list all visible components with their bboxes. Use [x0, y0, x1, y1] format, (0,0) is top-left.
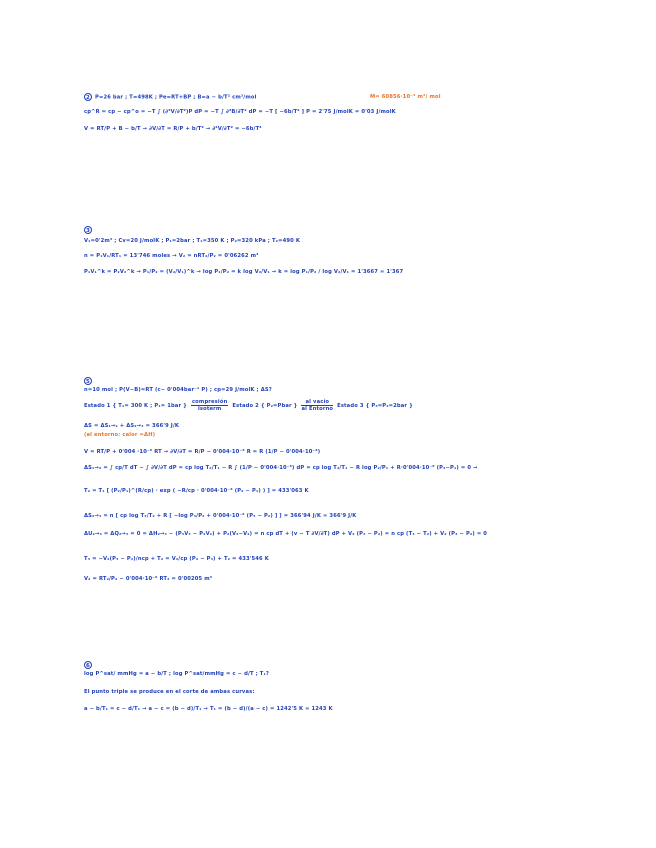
problem-2-annotation: M= 60856·10⁻³ m³/ mol: [370, 94, 441, 100]
problem-5-states: [84, 399, 413, 412]
problem-5-v-line: V = RT/P + 0'004 ·10⁻⁶ RT → ∂V/∂T = R/P − 0'004·10⁻⁶ R = R (1/P − 0'004·10⁻⁶): [84, 449, 321, 455]
problem-6-line-3: a − b/T₁ = c − d/T₁ → a − c = (b − d)/T₁ → T₁ = (b − d)/(a − c) = 1242'5 K ≈ 1243 K: [84, 706, 333, 712]
problem-5-line-1: n=10 mol ; P(V−B)=RT (c− 0'004bar⁻¹ P) ; cp=29 J/molK ; ΔS?: [84, 387, 272, 393]
problem-5-v2-line: V₂ = RT₂/P₂ − 0'004·10⁻⁶ RT₂ = 0'00205 m³: [84, 576, 213, 582]
problem-6-number: 6: [84, 661, 92, 669]
problem-6-line-1: log P^sat/ mmHg = a − b/T ; log P^sat/mmHg = c − d/T ; T₁?: [84, 671, 270, 677]
problem-5-ds12-line: ΔS₁→₂ = ∫ cp/T dT − ∫ ∂V/∂T dP = cp log T₂/T₁ − R ∫ (1/P − 0'004·10⁻⁶) dP = cp log T₂/T₁ − R log P₂/P₁ + R·0'004·10⁻⁶ (P₂−P₁) = 0 →: [84, 465, 478, 471]
problem-5-t3-line: T₃ = −V₂(P₃ − P₂)/ncp + T₂ = V₂/cp (P₂ − P₃) + T₂ = 433'546 K: [84, 556, 269, 562]
process-2-arrow: $\frac{\text{al vacío}}{\text{al Entorno}}$: [301, 399, 334, 412]
problem-2-line-3: V = RT/P + B − b/T → ∂V/∂T = R/P + b/T² → ∂²V/∂T² = −6b/T⁴: [84, 126, 262, 132]
problem-2-number: 2: [84, 93, 92, 101]
problem-3-number-line: [84, 226, 95, 235]
state-2: Estado 2 { P₂=Pbar }: [232, 403, 298, 409]
problem-5-number: 5: [84, 377, 92, 385]
problem-5-ds-note: (al entorno: calor =ΔH): [84, 432, 156, 438]
process-1-arrow: $\frac{\text{compresión}}{\text{isoterm}}$: [191, 399, 228, 412]
state-3: Estado 3 { P₃=P₂=2bar }: [337, 403, 413, 409]
problem-5-ds-line: ΔS = ΔS₁→₂ + ΔS₂→₃ = 366'9 J/K: [84, 423, 180, 429]
problem-2-line-2: cp^R = cp − cp^o = −T ∫ (∂²V/∂T²)P dP = −T ∫ ∂²B/∂T² dP = −T [ −6b/T⁴ ] P = 2'75 J/molK = 0'03 J/molK: [84, 109, 396, 115]
problem-5-ds23-line: ΔS₂→₃ = n [ cp log T₃/T₂ + R [ −log P₃/P₂ + 0'004·10⁻⁶ (P₃ − P₂) ] ] = 366'94 J/K ≈ 366'9 J/K: [84, 513, 357, 519]
problem-3-number: 3: [84, 226, 92, 234]
problem-5-t2-line: T₂ = T₁ [ (P₂/P₁)^(R/cp) · exp ( −R/cp · 0'004·10⁻⁶ (P₂ − P₁) ) ] = 433'063 K: [84, 488, 309, 494]
state-1: Estado 1 { T₁= 300 K ; P₁= 1bar }: [84, 403, 187, 409]
problem-2-line-1: 2 P=26 bar ; T=498K ; Pe=RT+BP ; B=a − b/T² cm³/mol: [86, 94, 257, 101]
problem-3-line-2: n = P₁V₁/RT₁ = 13'746 moles → V₂ = nRT₂/P₂ = 0'06262 m³: [84, 253, 259, 259]
problem-3-line-1: V₁=0'2m³ ; Cv=20 J/molK ; P₁=2bar ; T₁=350 K ; P₂=320 kPa ; T₂=490 K: [84, 238, 300, 244]
problem-5-du-line: ΔU₂→₃ = ΔQ₂→₃ = 0 = ΔH₂→₃ − (P₃V₃ − P₂V₂) + P₂(V₃−V₂) = n cp dT + (v − T ∂V/∂T) dP + V₂ (P₃ − P₂) = n cp (T₃ − T₂) + V₂ (P₃ − P₂) = 0: [84, 531, 488, 537]
problem-5-number-line: [84, 377, 95, 386]
problem-6-number-line: [84, 661, 95, 670]
problem-3-line-3: P₁V₁^k = P₂V₂^k → P₁/P₂ = (V₂/V₁)^k → log P₁/P₂ = k log V₂/V₁ → k = log P₁/P₂ / log V₂/V₁ = 1'3667 ≈ 1'367: [84, 269, 404, 275]
problem-6-line-2: El punto triple se produce en el corte de ambas curvas:: [84, 689, 255, 695]
